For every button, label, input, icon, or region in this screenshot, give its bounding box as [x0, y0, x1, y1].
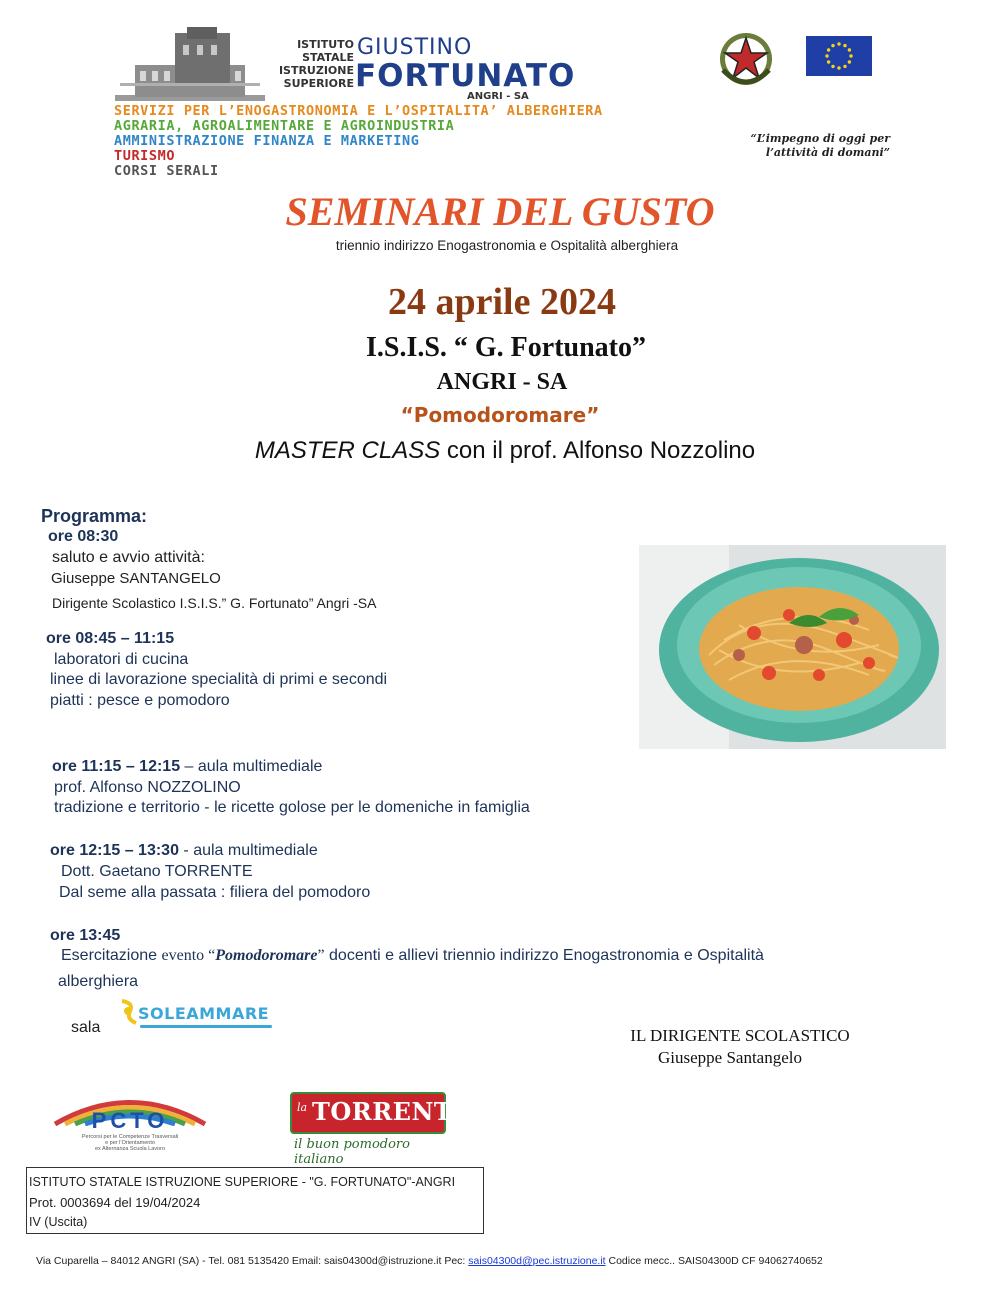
protocol-direction: IV (Uscita)	[29, 1215, 88, 1229]
session-text: prof. Alfonso NOZZOLINO	[54, 779, 241, 796]
session-place: - aula multimediale	[178, 842, 318, 859]
session-heading	[50, 842, 318, 860]
course-item: CORSI SERALI	[114, 163, 219, 179]
session-text: alberghiera	[58, 973, 139, 990]
master-class-label: MASTER CLASS	[254, 437, 441, 464]
courses-list	[114, 104, 603, 179]
soleammare-text: SOLEAMMARE	[138, 1004, 270, 1023]
session-time: ore 13:45	[50, 927, 121, 944]
footer-codes: Codice mecc.. SAIS04300D CF 94062740652	[605, 1255, 823, 1267]
session-text: piatti : pesce e pomodoro	[50, 692, 230, 709]
session-place: – aula multimediale	[180, 758, 323, 775]
soleammare-logo	[118, 995, 278, 1035]
session-text: Esercitazione evento “Pomodoromare” docenti e allievi triennio indirizzo Enogastronomia e Ospitalità	[61, 947, 764, 964]
italian-republic-emblem	[715, 28, 777, 90]
course-item: TURISMO	[114, 148, 176, 164]
protocol-number: Prot. 0003694 del 19/04/2024	[29, 1195, 201, 1210]
torrente-la: la	[297, 1101, 308, 1114]
school-motto: “L’impegno di oggi per l’attività di domani”	[750, 132, 890, 159]
pec-link[interactable]: sais04300d@pec.istruzione.it	[468, 1255, 606, 1267]
session-time: ore 11:15 – 12:15	[52, 758, 181, 775]
pasta-dish-photo	[639, 545, 946, 749]
session-time: ore 08:30	[48, 528, 119, 545]
session-text: Dirigente Scolastico I.S.I.S.” G. Fortunato” Angri -SA	[52, 595, 377, 611]
course-item: AGRARIA, AGROALIMENTARE E AGROINDUSTRIA	[114, 118, 455, 134]
eu-flag	[806, 36, 872, 76]
wave-decoration	[140, 1025, 272, 1028]
session-text: Dal seme alla passata : filiera del pomodoro	[59, 884, 371, 901]
protocol-stamp	[26, 1167, 484, 1234]
sala-label: sala	[71, 1019, 101, 1036]
event-date: 24 aprile 2024	[388, 281, 616, 323]
event-subtitle: triennio indirizzo Enogastronomia e Ospitalità alberghiera	[335, 238, 679, 253]
signature-role: IL DIRIGENTE SCOLASTICO	[630, 1026, 850, 1045]
footer-contacts	[36, 1255, 823, 1267]
event-title: SEMINARI DEL GUSTO	[285, 189, 715, 234]
school-building-logo	[115, 25, 265, 105]
event-school: I.S.I.S. “ G. Fortunato”	[365, 332, 647, 363]
session-text: saluto e avvio attività:	[52, 549, 205, 566]
event-city: ANGRI - SA	[436, 369, 568, 395]
school-name-last: FORTUNATO	[355, 58, 576, 94]
session-text: laboratori di cucina	[54, 651, 189, 668]
school-name-first: GIUSTINO	[357, 35, 473, 60]
course-item: AMMINISTRAZIONE FINANZA E MARKETING	[114, 133, 420, 149]
session-text: tradizione e territorio - le ricette golose per le domeniche in famiglia	[54, 799, 530, 816]
session-text: linee di lavorazione specialità di primi e secondi	[50, 671, 388, 688]
master-class-teacher: con il prof. Alfonso Nozzolino	[440, 437, 756, 464]
protocol-institute: ISTITUTO STATALE ISTRUZIONE SUPERIORE - "G. FORTUNATO"-ANGRI	[29, 1175, 456, 1189]
session-text: Giuseppe SANTANGELO	[51, 570, 221, 587]
session-time: ore 08:45 – 11:15	[46, 630, 175, 647]
school-location: ANGRI - SA	[467, 91, 529, 102]
program-heading: Programma:	[41, 506, 148, 526]
torrente-name: TORRENTE	[312, 1097, 472, 1126]
signature-name: Giuseppe Santangelo	[658, 1048, 802, 1067]
pcto-text: PCTO	[91, 1108, 169, 1133]
session-text: Dott. Gaetano TORRENTE	[61, 863, 253, 880]
torrente-logo	[288, 1092, 472, 1167]
session-heading	[52, 758, 322, 776]
session-time: ore 12:15 – 13:30	[50, 842, 179, 859]
pcto-caption: Percorsi per le Competenze Trasversali e per l’Orientamento ex Alternanza Scuola Lavoro	[81, 1134, 179, 1152]
pcto-logo	[50, 1086, 210, 1154]
footer-address: Via Cuparella – 84012 ANGRI (SA) - Tel. 081 5135420 Email: sais04300d@istruzione.it Pec:	[36, 1255, 469, 1267]
course-item: SERVIZI PER L’ENOGASTRONOMIA E L’OSPITALITA’ ALBERGHIERA	[114, 103, 603, 119]
sun-icon	[118, 997, 140, 1025]
school-type: ISTITUTO STATALE ISTRUZIONE SUPERIORE	[278, 38, 354, 90]
school-header	[110, 20, 900, 180]
torrente-tagline: il buon pomodoro italiano	[294, 1137, 410, 1167]
master-class	[5, 437, 1000, 465]
event-theme: “Pomodoromare”	[400, 403, 600, 427]
